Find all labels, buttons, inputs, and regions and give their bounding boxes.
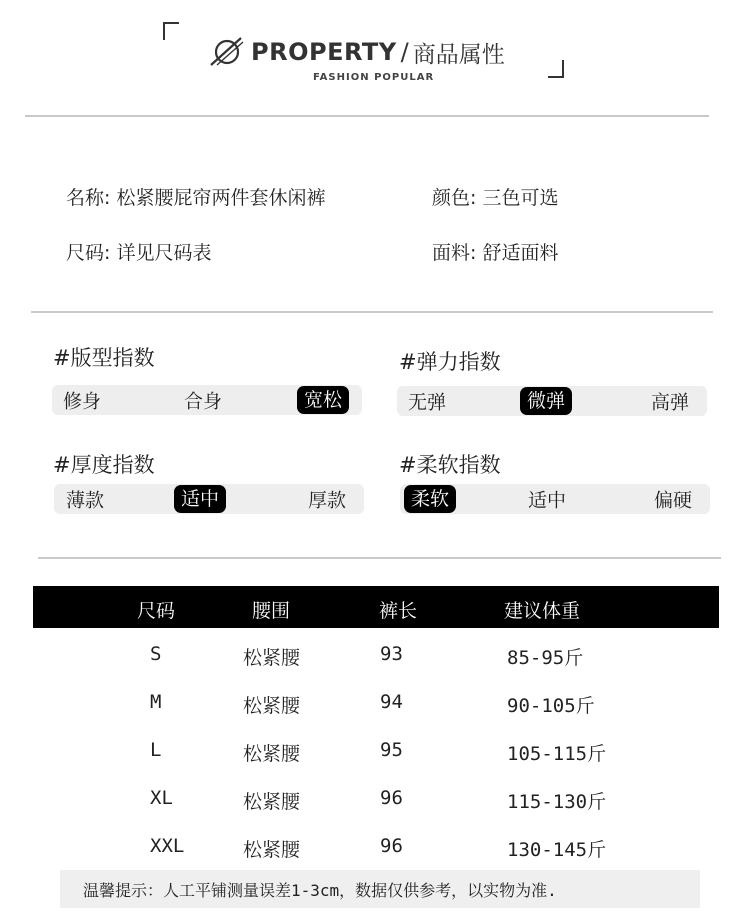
cell-length: 95 <box>380 739 403 761</box>
cell-weight: 115-130斤 <box>507 791 607 813</box>
cell-weight: 130-145斤 <box>507 839 607 861</box>
index-title-thickness: #厚度指数 <box>53 453 155 477</box>
property-color: 颜色: 三色可选 <box>432 187 559 209</box>
scale-thickness <box>54 484 364 514</box>
corner-bracket-bottom-right <box>548 60 564 78</box>
scale-option-active: 柔软 <box>404 485 456 513</box>
circle-slash-icon <box>205 34 245 70</box>
cell-length: 93 <box>380 643 403 665</box>
cell-waist: 松紧腰 <box>243 647 301 669</box>
index-title-elasticity: #弹力指数 <box>399 350 501 374</box>
scale-option-active: 适中 <box>174 485 226 513</box>
scale-option-active: 微弹 <box>520 387 572 415</box>
index-title-fit: #版型指数 <box>53 346 155 370</box>
cell-length: 96 <box>380 787 403 809</box>
scale-elasticity <box>397 386 707 416</box>
cell-weight: 105-115斤 <box>507 743 607 765</box>
scale-softness <box>400 484 710 514</box>
cell-size: XXL <box>150 835 185 857</box>
column-header: 腰围 <box>252 600 291 622</box>
cell-waist: 松紧腰 <box>243 839 301 861</box>
column-header: 建议体重 <box>504 600 581 622</box>
cell-size: M <box>150 691 162 713</box>
cell-waist: 松紧腰 <box>243 791 301 813</box>
title-separator: / <box>400 38 409 66</box>
column-header: 尺码 <box>137 600 176 622</box>
column-header: 裤长 <box>379 600 418 622</box>
cell-length: 94 <box>380 691 403 713</box>
cell-size: L <box>150 739 162 761</box>
cell-waist: 松紧腰 <box>243 743 301 765</box>
scale-option: 适中 <box>528 489 567 512</box>
footer-note: 温馨提示：人工平铺测量误差1-3cm，数据仅供参考，以实物为准. <box>83 881 557 900</box>
cell-size: XL <box>150 787 173 809</box>
page-header <box>205 32 505 72</box>
table-header <box>33 586 719 628</box>
corner-bracket-top-left <box>163 22 179 40</box>
property-name: 名称: 松紧腰屁帘两件套休闲裤 <box>66 187 326 209</box>
property-size: 尺码: 详见尺码表 <box>66 242 212 264</box>
scale-option: 厚款 <box>308 489 347 512</box>
index-title-softness: #柔软指数 <box>399 453 501 477</box>
title-english: PROPERTY <box>251 38 397 66</box>
cell-weight: 90-105斤 <box>507 695 595 717</box>
cell-size: S <box>150 643 162 665</box>
scale-option: 薄款 <box>66 489 105 512</box>
divider-top <box>25 115 709 117</box>
cell-waist: 松紧腰 <box>243 695 301 717</box>
scale-fit <box>52 385 362 415</box>
divider-middle <box>31 311 713 313</box>
scale-option-active: 宽松 <box>297 386 349 414</box>
subtitle: FASHION POPULAR <box>313 72 435 83</box>
divider-bottom <box>38 557 721 559</box>
scale-option: 修身 <box>63 390 102 413</box>
scale-option: 高弹 <box>651 391 690 414</box>
scale-option: 偏硬 <box>654 489 693 512</box>
cell-weight: 85-95斤 <box>507 647 584 669</box>
scale-option: 无弹 <box>408 391 447 414</box>
cell-length: 96 <box>380 835 403 857</box>
scale-option: 合身 <box>184 390 223 413</box>
property-fabric: 面料: 舒适面料 <box>432 242 559 264</box>
title-chinese: 商品属性 <box>412 41 505 68</box>
